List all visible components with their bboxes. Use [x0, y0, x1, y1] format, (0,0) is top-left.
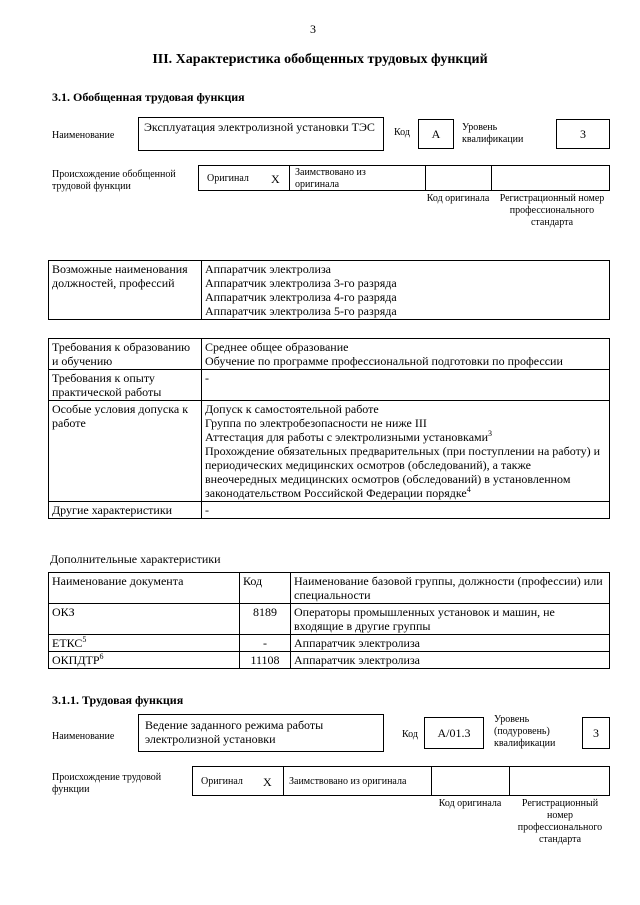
gtf-original-mark: X [271, 172, 280, 186]
gtf-code-orig-label: Код оригинала [426, 193, 490, 204]
position-item: Аппаратчик электролиза 4-го разряда [205, 290, 397, 304]
education-line: Обучение по программе профессиональной подготовки по профессии [205, 354, 563, 368]
additional-header-code: Код [240, 573, 291, 604]
experience-label: Требования к опыту практической работы [49, 370, 202, 401]
experience-value: - [202, 370, 610, 401]
gtf-heading: 3.1. Обобщенная трудовая функция [52, 90, 245, 104]
gtf-origin-box [198, 165, 610, 191]
positions-table [48, 260, 610, 320]
divider [491, 166, 492, 190]
additional-name: Аппаратчик электролиза [291, 652, 610, 669]
special-line: Группа по электробезопасности не ниже III [205, 416, 427, 430]
section-title: III. Характеристика обобщенных трудовых функций [152, 52, 488, 67]
education-label: Требования к образованию и обучению [49, 339, 202, 370]
gtf-original-label: Оригинал [207, 173, 249, 184]
education-line: Среднее общее образование [205, 340, 349, 354]
additional-heading: Дополнительные характеристики [50, 552, 221, 566]
additional-doc-text: ЕТКС [52, 636, 83, 650]
tf-name-value: Ведение заданного режима работы электролизной установки [138, 714, 384, 752]
tf-borrowed-label: Заимствовано из оригинала [289, 776, 407, 787]
additional-doc: ОКЗ [49, 604, 240, 635]
tf-code-value: A/01.3 [424, 717, 484, 749]
tf-level-value: 3 [582, 717, 610, 749]
footnote-ref: 4 [466, 485, 471, 494]
special-line [205, 444, 606, 500]
gtf-level-value: 3 [556, 119, 610, 149]
divider [509, 767, 510, 795]
gtf-code-label: Код [394, 127, 410, 138]
tf-original-label: Оригинал [201, 776, 243, 787]
tf-code-orig-label: Код оригинала [438, 798, 502, 809]
additional-name: Аппаратчик электролиза [291, 635, 610, 652]
position-item: Аппаратчик электролиза [205, 262, 332, 276]
gtf-origin-label: Происхождение обобщенной трудовой функции [52, 169, 176, 192]
divider [289, 166, 290, 190]
gtf-code-value: A [418, 119, 454, 149]
gtf-reg-label: Регистрационный номер профессионального стандарта [499, 193, 605, 228]
special-line [205, 430, 606, 444]
tf-original-mark: X [263, 775, 272, 789]
tf-name-label: Наименование [52, 731, 115, 742]
additional-code: 11108 [240, 652, 291, 669]
gtf-name-value: Эксплуатация электролизной установки ТЭС [138, 117, 384, 151]
additional-header-doc: Наименование документа [49, 573, 240, 604]
divider [283, 767, 284, 795]
tf-level-label: Уровень (подуровень) квалификации [494, 714, 556, 749]
footnote-ref: 6 [99, 652, 104, 661]
additional-doc-text: ОКПДТР [52, 653, 100, 667]
tf-origin-box [192, 766, 610, 796]
education-value [202, 339, 610, 370]
special-value [202, 401, 610, 502]
tf-heading: 3.1.1. Трудовая функция [52, 693, 184, 707]
position-item: Аппаратчик электролиза 5-го разряда [205, 304, 397, 318]
page-number: 3 [310, 22, 316, 36]
special-label: Особые условия допуска к работе [49, 401, 202, 502]
positions-label: Возможные наименования должностей, профессий [49, 261, 202, 320]
footnote-ref: 3 [488, 429, 493, 438]
footnote-ref: 5 [82, 635, 87, 644]
special-line-text: Аттестация для работы с электролизными установками [205, 430, 489, 444]
position-item: Аппаратчик электролиза 3-го разряда [205, 276, 397, 290]
divider [425, 166, 426, 190]
additional-name: Операторы промышленных установок и машин, не входящие в другие группы [291, 604, 610, 635]
tf-reg-label: Регистрационный номер профессионального стандарта [517, 798, 603, 845]
additional-header-name: Наименование базовой группы, должности (профессии) или специальности [291, 573, 610, 604]
tf-origin-label: Происхождение трудовой функции [52, 772, 162, 795]
gtf-level-label: Уровень квалификации [462, 122, 524, 145]
special-line-text: Прохождение обязательных предварительных (при поступлении на работу) и периодических медицинских осмотров (обследований), а также внеочередных медицинских осмотров (обследований) в установленном законодательством Российской Федерации порядке [205, 444, 601, 500]
gtf-borrowed-label: Заимствовано из оригинала [295, 167, 366, 190]
additional-code: - [240, 635, 291, 652]
additional-doc [49, 635, 240, 652]
additional-doc [49, 652, 240, 669]
additional-table [48, 572, 610, 669]
other-value: - [202, 502, 610, 519]
gtf-name-label: Наименование [52, 130, 115, 141]
other-label: Другие характеристики [49, 502, 202, 519]
tf-code-label: Код [402, 729, 418, 740]
divider [431, 767, 432, 795]
special-line: Допуск к самостоятельной работе [205, 402, 379, 416]
additional-code: 8189 [240, 604, 291, 635]
positions-list [202, 261, 610, 320]
requirements-table [48, 338, 610, 519]
